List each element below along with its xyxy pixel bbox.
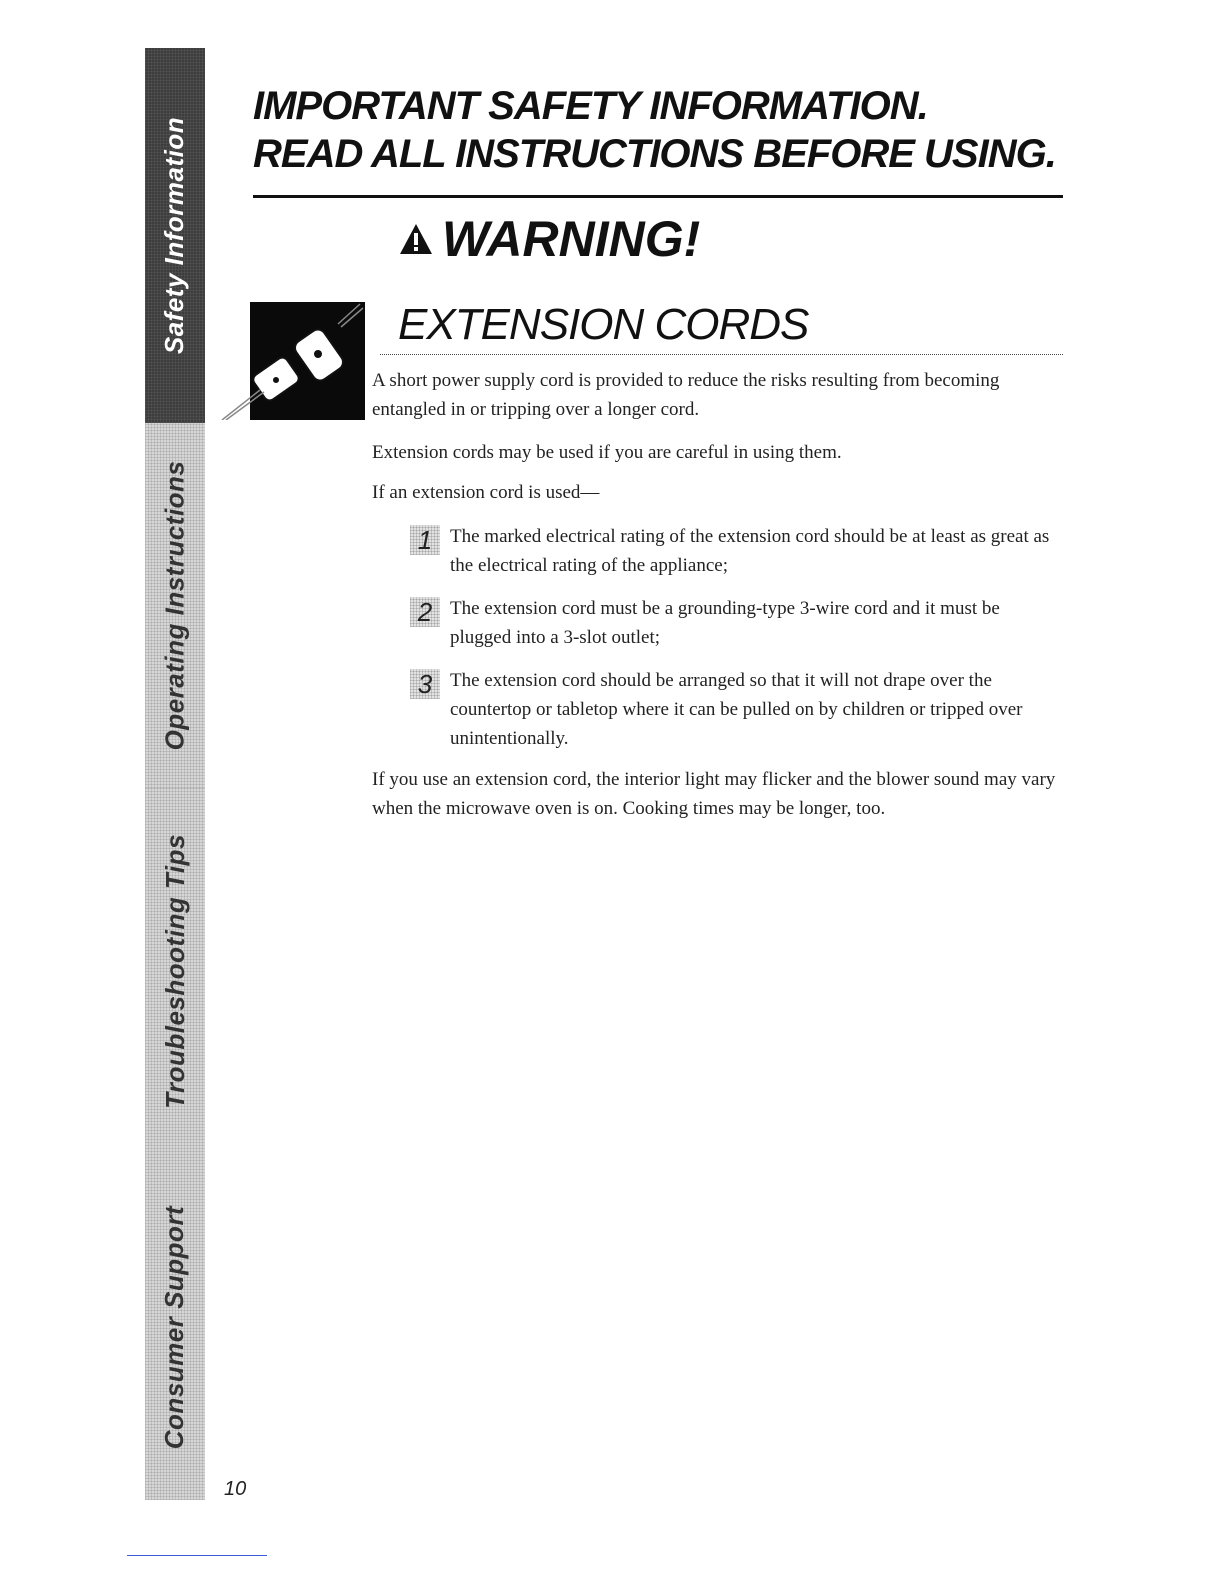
- step-number-badge: 3: [410, 669, 440, 699]
- closing-paragraph: [372, 765, 1062, 823]
- tab-label: Safety Information: [159, 116, 190, 355]
- warning-triangle-icon: [398, 222, 434, 256]
- tab-operating-instructions[interactable]: [145, 423, 205, 790]
- paragraph-3-text: If an extension cord is used—: [372, 482, 600, 503]
- warning-heading: [398, 210, 700, 268]
- intro-text: A short power supply cord is provided to reduce the risks resulting from becoming entangled in or tripping over a longer cord.: [372, 370, 1000, 420]
- step-number-badge: 1: [410, 525, 440, 555]
- tab-label: Operating Instructions: [159, 460, 190, 751]
- page-header: [253, 82, 1063, 178]
- tab-label: Troubleshooting Tips: [159, 834, 190, 1109]
- step-3: [410, 666, 1050, 753]
- paragraph-3: [372, 478, 1062, 507]
- paragraph-2-text: Extension cords may be used if you are careful in using them.: [372, 442, 842, 463]
- step-text: The extension cord should be arranged so that it will not drape over the countertop or tabletop where it can be pulled on by children or tripped over unintentionally.: [450, 670, 1023, 749]
- intro-paragraph: [372, 366, 1062, 424]
- extension-cord-plug-icon: [220, 302, 365, 420]
- page-number: 10: [224, 1478, 247, 1500]
- warning-label: WARNING!: [442, 211, 701, 267]
- tab-consumer-support[interactable]: [145, 1155, 205, 1502]
- bottom-rule: [127, 1555, 267, 1556]
- step-2: [410, 594, 1050, 652]
- tab-troubleshooting-tips[interactable]: [145, 788, 205, 1157]
- tab-label: Consumer Support: [159, 1205, 190, 1450]
- section-rule: [380, 354, 1063, 356]
- paragraph-2: [372, 438, 1062, 467]
- header-rule: [253, 195, 1063, 198]
- step-1: [410, 522, 1050, 580]
- header-line-1: IMPORTANT SAFETY INFORMATION.: [253, 84, 928, 128]
- step-text: The extension cord must be a grounding-type 3-wire cord and it must be plugged into a 3-slot outlet;: [450, 598, 1000, 648]
- tab-safety-information[interactable]: [145, 48, 205, 425]
- section-title: EXTENSION CORDS: [398, 300, 809, 349]
- step-text: The marked electrical rating of the extension cord should be at least as great as the electrical rating of the appliance;: [450, 526, 1050, 576]
- header-line-2: READ ALL INSTRUCTIONS BEFORE USING.: [253, 132, 1056, 176]
- closing-text: If you use an extension cord, the interior light may flicker and the blower sound may vary when the microwave oven is on. Cooking times may be longer, too.: [372, 769, 1056, 819]
- step-number-badge: 2: [410, 597, 440, 627]
